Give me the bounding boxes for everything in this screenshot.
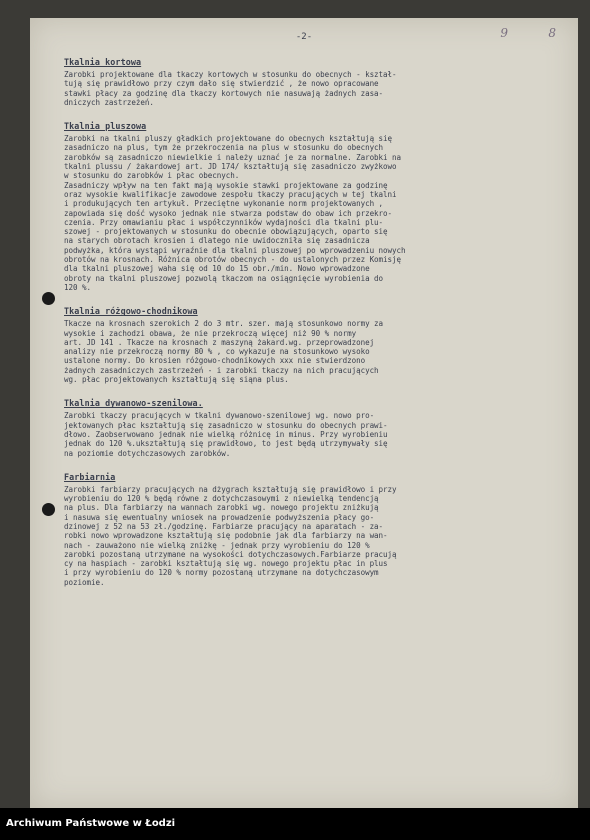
text-line: i przy wyrobieniu do 120 % normy pozostaną utrzymane na dotychczasowym bbox=[64, 568, 379, 578]
text-line: analizy nie przekroczą normy 80 % , co wykazuje na stosunkowo wysoko bbox=[64, 347, 370, 357]
text-line: nach - zauważono nie wielką zniżkę - jednak przy wyrobieniu do 120 % bbox=[64, 540, 370, 550]
text-line: cy na haspiach - zarobki kształtują się wg. nowego projektu płac in plus bbox=[64, 559, 388, 569]
text-line: poziomie. bbox=[64, 577, 105, 587]
section bbox=[64, 465, 572, 587]
text-line: szowej - projektowanych w stosunku do obecnie obowiązujących, oparto się bbox=[64, 227, 388, 237]
section bbox=[64, 114, 572, 292]
section-paragraph bbox=[64, 411, 572, 457]
section-heading: Tkalnia pluszowa bbox=[64, 121, 147, 132]
document-page bbox=[30, 18, 578, 808]
text-line: zarobków są zasadniczo niewielkie i należy uznać je za normalne. Zarobki na bbox=[64, 152, 402, 162]
text-line: żadnych zasadniczych zastrzeżeń - i zarobki tkaczy na nich pracujących bbox=[64, 365, 379, 375]
document-body bbox=[64, 50, 572, 594]
text-line: wysokie i zachodzi obawa, że nie przekroczą więcej niż 90 % normy bbox=[64, 328, 357, 338]
text-line: w stosunku do zarobków i płac obecnych. bbox=[64, 171, 240, 181]
text-line: stawki płacy za godzinę dla tkaczy kortowych nie nasuwają żadnych zasa- bbox=[64, 88, 384, 98]
section-paragraph bbox=[64, 134, 572, 292]
text-line: i nasuwa się ewentualny wniosek na prowadzenie podwyższenia płacy go- bbox=[64, 512, 375, 522]
text-line: dniczych zastrzeżeń. bbox=[64, 97, 154, 107]
text-line: Zarobki projektowane dla tkaczy kortowych w stosunku do obecnych - kształ- bbox=[64, 70, 397, 79]
text-line: obrotów na krosnach. Różnica obrotów obecnych - do ustalonych przez Komisję bbox=[64, 255, 402, 265]
page-number: -2- bbox=[295, 32, 313, 42]
text-line: tują się prawidłowo przy czym dało się stwierdzić , że nowo opracowane bbox=[64, 79, 379, 89]
text-line: Zarobki tkaczy pracujących w tkalni dywanowo-szenilowej wg. nowo pro- bbox=[64, 411, 375, 421]
text-line: Zarobki na tkalni pluszy gładkich projektowane do obecnych kształtują się bbox=[64, 134, 393, 144]
text-line: czenia. Przy omawianiu płac i współczynników wydajności dla tkalni plu- bbox=[64, 217, 384, 227]
text-line: dla tkalni pluszowej waha się od 10 do 15 obr./min. Nowo wprowadzone bbox=[64, 264, 370, 274]
punch-hole-icon bbox=[42, 292, 55, 305]
text-line: ustalone normy. Do krosien różgowo-chodnikowych xxx nie stwierdzono bbox=[64, 356, 366, 366]
archive-footer bbox=[0, 808, 590, 840]
text-line: zarobki pozostaną utrzymane na wysokości dotychczasowych.Farbiarze pracują bbox=[64, 549, 397, 559]
text-line: wg. płac projektowanych kształtują się siąna plus. bbox=[64, 375, 289, 385]
text-line: art. JD 141 . Tkacze na krosnach z maszyną żakard.wg. przeprowadzonej bbox=[64, 337, 375, 347]
text-line: Tkacze na krosnach szerokich 2 do 3 mtr. szer. mają stosunkowo normy za bbox=[64, 319, 384, 329]
section-heading: Tkalnia różgowo-chodnikowa bbox=[64, 306, 198, 317]
pencil-mark: 8 bbox=[548, 26, 556, 40]
text-line: oraz wysokie kwalifikacje zawodowe zespołu tkaczy pracujących w tej tkalni bbox=[64, 189, 397, 199]
text-line: obroty na tkalni pluszowej pozwolą tkaczom na osiągnięcie wyrobienia do bbox=[64, 273, 384, 283]
section-paragraph bbox=[64, 485, 572, 587]
text-line: zasadniczo na plus, tym że przekroczenia na plus w stosunku do obecnych bbox=[64, 143, 384, 153]
text-line: na starych obrotach krosien i dlatego nie uwidoczniła się zasadnicza bbox=[64, 236, 370, 246]
text-line: Zarobki farbiarzy pracujących na dżygrach kształtują się prawidłowo i przy bbox=[64, 484, 397, 494]
section-heading: Farbiarnia bbox=[64, 471, 116, 482]
text-line: na poziomie dotychczasowych zarobków. bbox=[64, 448, 231, 458]
text-line: na plus. Dla farbiarzy na wannach zarobki wg. nowego projektu zniżkują bbox=[64, 503, 379, 513]
punch-hole-icon bbox=[42, 503, 55, 516]
section bbox=[64, 391, 572, 457]
section bbox=[64, 50, 572, 107]
text-line: zapowiada się dość wysoko jednak nie stwarza podstaw do obaw ich przekro- bbox=[64, 208, 393, 218]
text-line: dłowo. Zaobserwowano jednak nie wielką różnicę in minus. Przy wyrobieniu bbox=[64, 429, 388, 439]
text-line: jednak do 120 %.ukształtują się prawidłowo, to jest będą utrzymywały się bbox=[64, 439, 388, 449]
text-line: tkalni plussu / żakardowej art. JD 174/ kształtują się zasadniczo zwyżkowo bbox=[64, 162, 397, 172]
text-line: Zasadniczy wpływ na ten fakt mają wysokie stawki projektowane za godzinę bbox=[64, 180, 388, 190]
text-line: podwyżka, która wystąpi wyraźnie dla tkalni pluszowej po wprowadzeniu nowych bbox=[64, 245, 406, 255]
text-line: wyrobieniu do 120 % będą równe z dotychczasowymi z niewielką tendencją bbox=[64, 494, 379, 504]
section-heading: Tkalnia dywanowo-szenilowa. bbox=[64, 398, 203, 409]
pencil-mark: 9 bbox=[500, 26, 508, 40]
text-line: i produkujących ten artykuł. Przeciętne wykonanie norm projektowanych , bbox=[64, 199, 384, 209]
text-line: robki nowo wprowadzone kształtują się podobnie jak dla farbiarzy na wan- bbox=[64, 531, 388, 541]
section-paragraph bbox=[64, 70, 572, 107]
text-line: dzinowej z 52 na 53 zł./godzinę. Farbiarze pracujący na aparatach - za- bbox=[64, 521, 384, 531]
text-line: 120 %. bbox=[64, 282, 91, 292]
section bbox=[64, 299, 572, 384]
archive-name: Archiwum Państwowe w Łodzi bbox=[6, 818, 176, 829]
section-paragraph bbox=[64, 319, 572, 384]
section-heading: Tkalnia kortowa bbox=[64, 57, 142, 67]
text-line: jektowanych płac kształtują się zasadniczo w stosunku do obecnych prawi- bbox=[64, 420, 388, 430]
